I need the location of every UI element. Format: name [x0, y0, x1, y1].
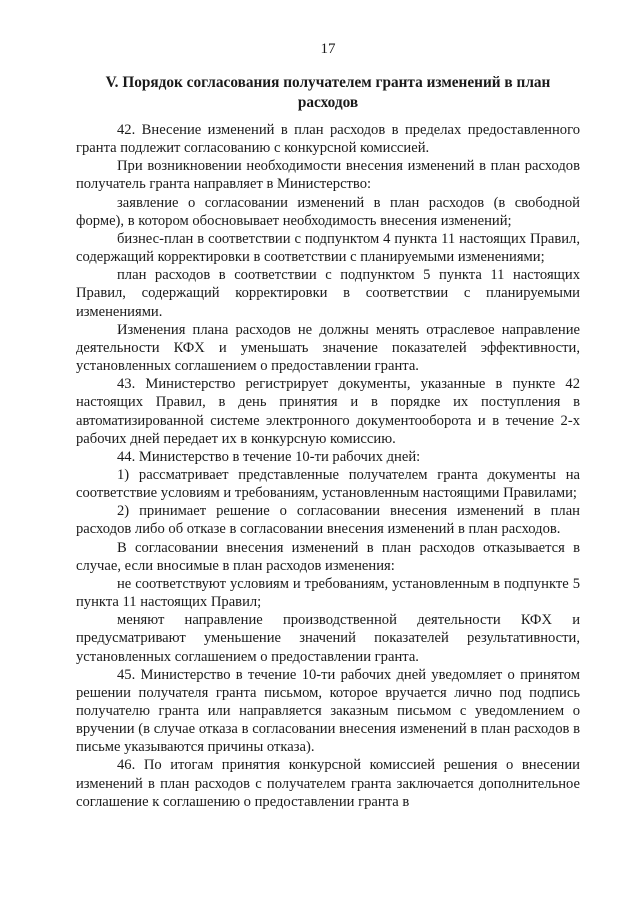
paragraph-42-intro: При возникновении необходимости внесения изменений в план расходов получатель гранта направляет в Министерство: [76, 158, 580, 193]
paragraph-44: 44. Министерство в течение 10-ти рабочих дней: [117, 448, 421, 465]
section-title: V. Порядок согласования получателем гранта изменений в план расходов [105, 74, 551, 111]
page-number: 17 [320, 41, 336, 57]
paragraph-46: 46. По итогам принятия конкурсной комиссией решения о внесении изменений в план расходов с получателем гранта заключается дополнительное соглашение к соглашению о предоставлении гранта в [76, 757, 580, 810]
paragraph-45: 45. Министерство в течение 10-ти рабочих дней уведомляет о принятом решении получателя гранта письмом, которое вручается лично под подпись получателю гранта или направляется заказным письмом с уведомлением о вручении (в случае отказа в согласовании внесения изменений в план расходов в письме указываются причины отказа). [76, 666, 580, 756]
paragraph-43: 43. Министерство регистрирует документы, указанные в пункте 42 настоящих Правил, в день принятия и в порядке их поступления в автоматизированной системе электронного документооборота и в течение 2-х рабочих дней передает их в конкурсную комиссию. [76, 376, 580, 447]
paragraph-44-refusal: В согласовании внесения изменений в план расходов отказывается в случае, если вносимые в план расходов изменения: [76, 539, 580, 574]
paragraph-42-application: заявление о согласовании изменений в план расходов (в свободной форме), в котором обосновывает необходимость внесения изменений; [76, 194, 580, 229]
paragraph-42-expense-plan: план расходов в соответствии с подпунктом 5 пункта 11 настоящих Правил, содержащий корректировки в соответствии с планируемыми изменениями. [76, 267, 580, 320]
paragraph-44-refusal-reason-2: меняют направление производственной деятельности КФХ и предусматривают уменьшение значений показателей результативности, установленных соглашением о предоставлении гранта. [76, 612, 580, 665]
paragraph-42-restriction: Изменения плана расходов не должны менять отраслевое направление деятельности КФХ и уменьшать значение показателей эффективности, установленных соглашением о предоставлении гранта. [76, 321, 580, 375]
paragraph-42-business-plan: бизнес-план в соответствии с подпунктом 4 пункта 11 настоящих Правил, содержащий корректировки в соответствии с планируемыми изменениями; [76, 230, 580, 266]
paragraph-44-item-2: 2) принимает решение о согласовании внесения изменений в план расходов либо об отказе в согласовании внесения изменений в план расходов. [76, 503, 580, 538]
paragraph-42: 42. Внесение изменений в план расходов в пределах предоставленного гранта подлежит согласованию с конкурсной комиссией. [76, 122, 580, 157]
document-body [76, 121, 580, 811]
paragraph-44-refusal-reason-1: не соответствуют условиям и требованиям, установленным в подпункте 5 пункта 11 настоящих Правил; [76, 575, 580, 611]
paragraph-44-item-1: 1) рассматривает представленные получателем гранта документы на соответствие условиям и требованиям, установленным настоящими Правилами; [76, 466, 580, 502]
